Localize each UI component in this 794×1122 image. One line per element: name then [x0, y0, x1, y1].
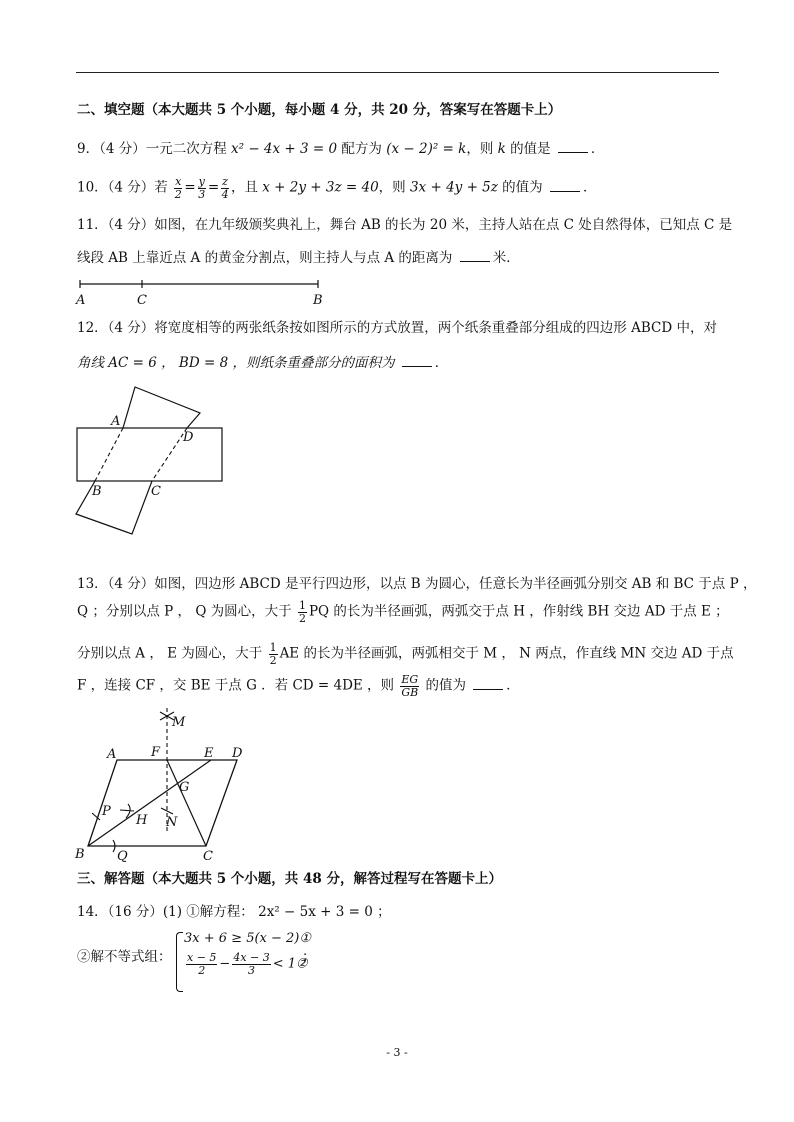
section-heading-fill-in: 二、填空题（本大题共 5 个小题，每小题 4 分，共 20 分，答案写在答题卡上）	[77, 102, 562, 118]
question-9	[77, 140, 604, 157]
q9-k: k	[497, 141, 506, 157]
q13-text-e: F ，连接 CF ，交 BE 于点 G ．若 CD = 4DE ，则	[77, 677, 399, 694]
fraction-one-half: $\frac{1}{2}$	[298, 599, 306, 625]
answer-blank[interactable]	[473, 677, 503, 690]
q13-text-a: Q ；分别以点 P ， Q 为圆心，大于	[77, 603, 296, 620]
question-12-line-2	[77, 354, 448, 371]
point-label-n: N	[166, 815, 178, 830]
question-13-line-2	[77, 600, 729, 624]
dashed-edge-ab	[95, 428, 123, 481]
point-label-h: H	[136, 813, 148, 828]
parallelogram-abcd	[88, 760, 237, 846]
q9-text-b: 配方为	[337, 141, 387, 157]
q9-equation: x² − 4x + 3 = 0	[231, 141, 338, 157]
slanted-strip-bottom	[76, 481, 152, 534]
fraction-x-over-2: $\frac{x}{2}$	[174, 175, 182, 201]
q12-paper-strips-figure	[70, 378, 230, 538]
fraction-z-over-4: $\frac{z}{4}$	[221, 175, 229, 201]
q9-text-d: 的值是	[505, 141, 555, 157]
q14-end: ；	[302, 949, 316, 965]
point-label-a: A	[111, 414, 121, 429]
q13-text-b: PQ 的长为半径画弧，两弧交于点 H ，作射线 BH 交边 AD 于点 E ；	[308, 603, 729, 620]
section-heading-solutions: 三、解答题（本大题共 5 个小题，共 48 分，解答过程写在答题卡上）	[77, 871, 502, 887]
system-brace	[176, 932, 183, 992]
fraction-4x-minus-3-over-3: $\frac{4x - 3}{3}$	[233, 951, 270, 977]
q13-text-f: 的值为	[421, 677, 471, 694]
point-label-q: Q	[117, 849, 128, 864]
fraction-one-half: $\frac{1}{2}$	[269, 641, 277, 667]
question-13-line-3	[77, 642, 734, 666]
header-rule	[76, 72, 719, 73]
q12-text-b: ．	[434, 355, 449, 371]
point-label-e: E	[204, 746, 214, 761]
dashed-edge-dc	[152, 428, 187, 481]
question-10: 10．（4 分）若 $\frac{x}{2}$ = $\frac{y}{3}$ = $\frac{z}{4}$ ，且 x + 2y + 3z = 40，则 3x + 4y + 5z 的值为 ．	[77, 175, 597, 201]
q10-text-e: ．	[582, 179, 597, 196]
q10-text-b: ，且	[230, 179, 263, 196]
point-label-c: C	[151, 484, 161, 499]
fraction-y-over-3: $\frac{y}{3}$	[198, 175, 206, 201]
fraction-x-minus-5-over-2: $\frac{x - 5}{2}$	[187, 951, 217, 977]
point-label-c: C	[203, 849, 213, 864]
point-label-p: P	[102, 804, 111, 819]
q13-text-g: ．	[506, 677, 520, 694]
point-label-c: C	[137, 293, 147, 308]
point-label-d: D	[232, 746, 243, 761]
question-13-line-4	[77, 674, 520, 698]
q13-text-d: AE 的长为半径画弧，两弧相交于 M ， N 两点，作直线 MN 交边 AD 于点	[279, 645, 734, 662]
q10-condition: x + 2y + 3z = 40	[262, 179, 379, 196]
q9-text-c: ，则	[466, 141, 498, 157]
point-label-g: G	[179, 780, 190, 795]
point-label-a: A	[107, 747, 117, 762]
segment-cf	[167, 760, 206, 846]
q9-text-a: 9．（4 分）一元二次方程	[77, 141, 232, 157]
q13-parallelogram-figure	[70, 700, 280, 865]
point-label-a: A	[76, 293, 86, 308]
fraction-eg-over-gb: $\frac{EG}{GB}$	[401, 673, 419, 699]
question-11-line-2	[77, 249, 520, 266]
q11-text-a: 线段 AB 上靠近点 A 的黄金分割点，则主持人与点 A 的距离为	[77, 250, 457, 266]
question-12-line-1: 12．（4 分）将宽度相等的两张纸条按如图所示的方式放置，两个纸条重叠部分组成的四边形 ABCD 中，对	[77, 320, 717, 336]
ray-be	[88, 760, 211, 846]
slanted-strip-top	[123, 387, 200, 428]
q9-text-e: ．	[590, 141, 605, 157]
question-11-line-1: 11．（4 分）如图，在九年级颁奖典礼上，舞台 AB 的长为 20 米，主持人站在点 C 处自然得体，已知点 C 是	[77, 217, 733, 233]
q9-completed-square: (x − 2)² = k	[386, 141, 467, 157]
q11-segment-figure	[70, 278, 340, 310]
q10-expression: 3x + 4y + 5z	[409, 179, 498, 196]
answer-blank[interactable]	[550, 179, 580, 192]
point-label-b: B	[75, 847, 85, 862]
question-13-line-1: 13．（4 分）如图，四边形 ABCD 是平行四边形，以点 B 为圆心，任意长为半径画弧分别交 AB 和 BC 于点 P ，	[77, 576, 757, 592]
point-label-b: B	[313, 293, 323, 308]
q13-text-c: 分别以点 A ， E 为圆心，大于	[77, 645, 267, 662]
answer-blank[interactable]	[558, 140, 588, 153]
q10-text-d: 的值为	[497, 179, 547, 196]
question-14-line-1: 14．（16 分）(1) ①解方程： 2x² − 5x + 3 = 0 ；	[77, 904, 391, 920]
q10-text-c: ，则	[378, 179, 410, 196]
point-label-f: F	[151, 745, 161, 760]
page-number: - 3 -	[386, 1046, 408, 1059]
answer-blank[interactable]	[402, 354, 432, 367]
inequality-1: 3x + 6 ≥ 5(x − 2)①	[184, 931, 312, 946]
answer-blank[interactable]	[460, 249, 490, 262]
point-label-d: D	[183, 430, 194, 445]
q11-text-b: 米．	[492, 250, 520, 266]
inequality-2: $\frac{x - 5}{2}$ − $\frac{4x - 3}{3}$ < 1②	[187, 951, 308, 977]
point-label-b: B	[92, 484, 102, 499]
q10-text-a: 10．（4 分）若	[77, 179, 173, 196]
point-label-m: M	[172, 715, 186, 730]
inequality-system-label: ②解不等式组：	[77, 949, 172, 965]
q12-text-a: 角线 AC = 6 ， BD = 8 ，则纸条重叠部分的面积为	[77, 355, 399, 371]
